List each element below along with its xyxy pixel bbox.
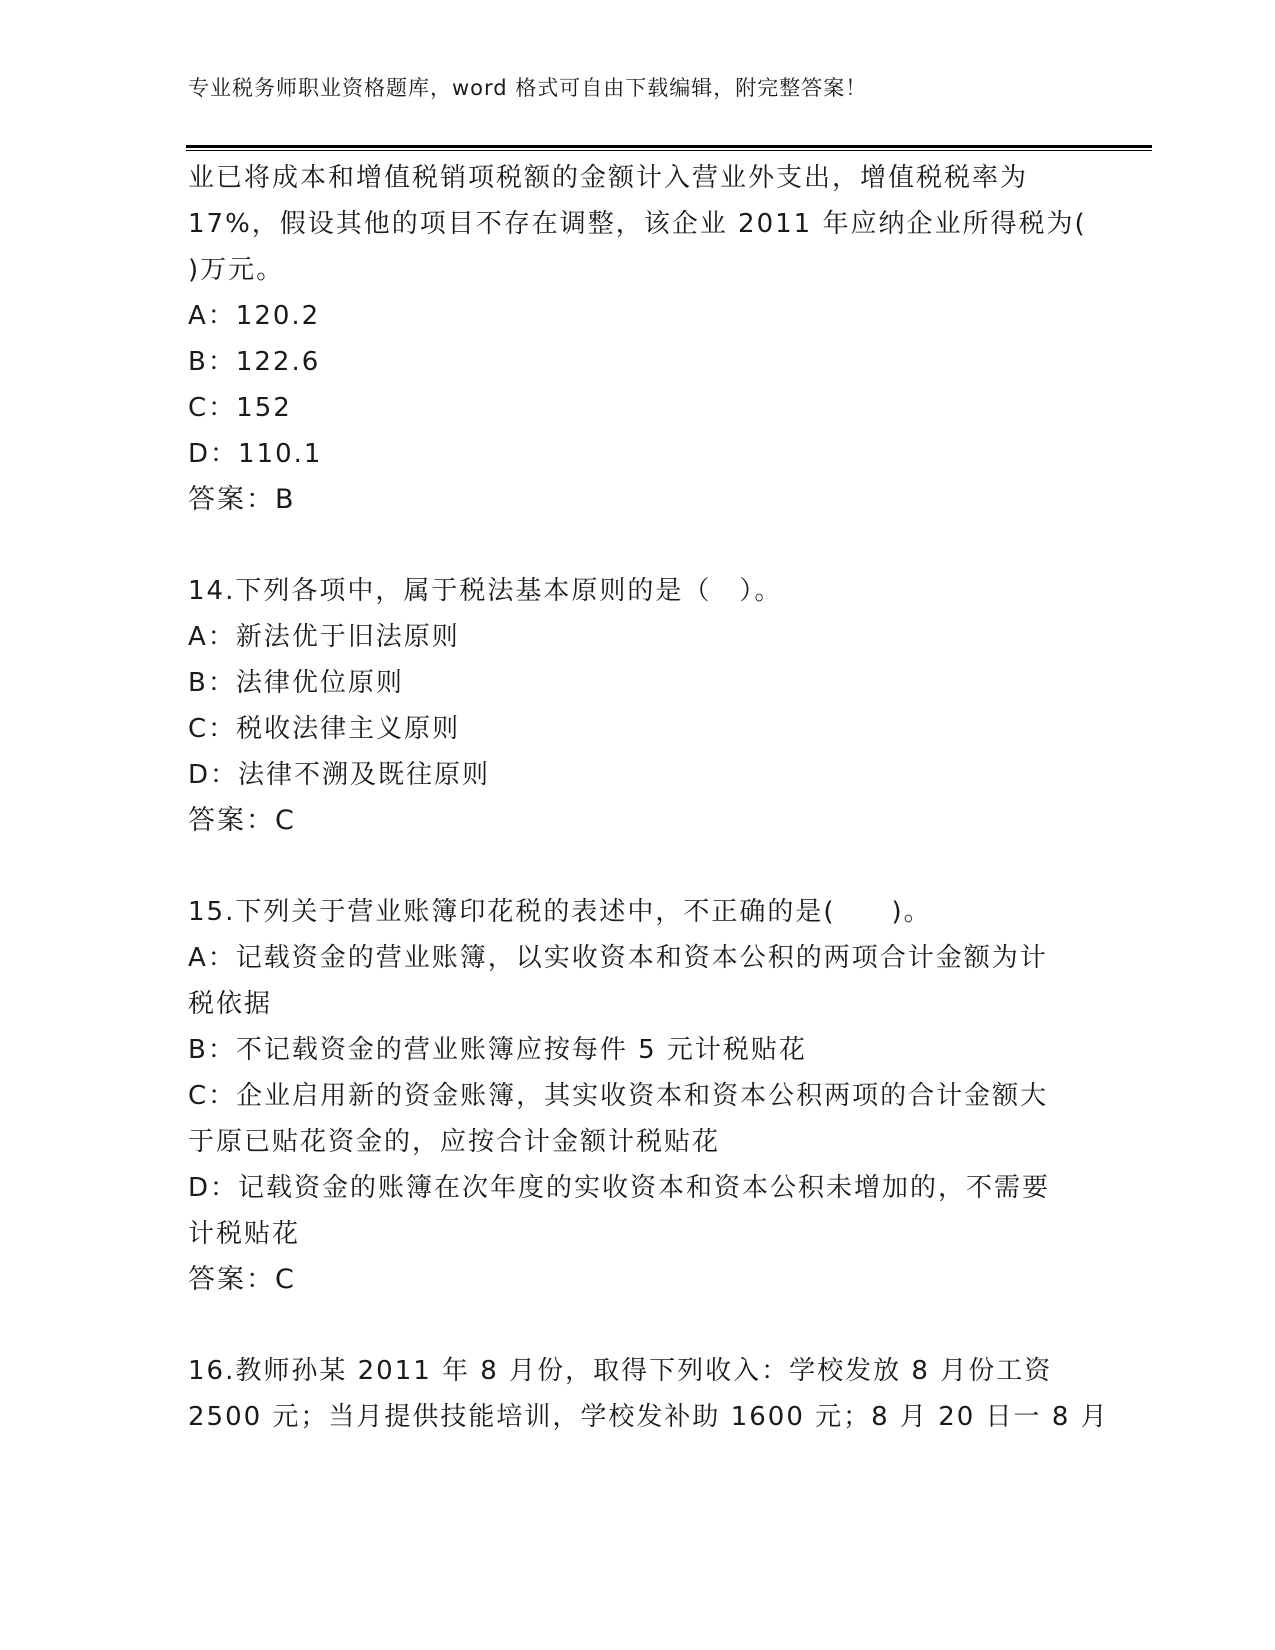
question-stem-line: )万元。 (188, 255, 285, 285)
option-c-continued: 于原已贴花资金的，应按合计金额计税贴花 (188, 1127, 721, 1157)
option-b: B：法律优位原则 (188, 668, 404, 698)
option-d: D：110.1 (188, 439, 323, 469)
option-c: C：152 (188, 393, 292, 423)
option-a-continued: 税依据 (188, 989, 273, 1019)
question-15 (188, 889, 1078, 1303)
option-c: C：企业启用新的资金账簿，其实收资本和资本公积两项的合计金额大 (188, 1081, 1049, 1111)
question-stem-line: 17%，假设其他的项目不存在调整，该企业 2011 年应纳企业所得税为( (188, 209, 1087, 239)
question-13 (188, 155, 1087, 523)
question-stem-line: 2500 元；当月提供技能培训，学校发补助 1600 元；8 月 20 日一 8 月 (188, 1402, 1109, 1432)
option-a: A：新法优于旧法原则 (188, 622, 460, 652)
answer-label: 答案：B (188, 484, 296, 515)
question-stem-line: 16.教师孙某 2011 年 8 月份，取得下列收入：学校发放 8 月份工资 (188, 1356, 1053, 1386)
option-a: A：120.2 (188, 301, 321, 331)
spacer (188, 844, 1078, 889)
question-stem-line: 业已将成本和增值税销项税额的金额计入营业外支出，增值税税率为 (188, 163, 1029, 193)
option-d-continued: 计税贴花 (188, 1219, 301, 1249)
answer-label: 答案：C (188, 1264, 296, 1295)
question-16 (188, 1348, 1109, 1440)
header-divider-thick (186, 145, 1152, 148)
option-b: B：122.6 (188, 347, 321, 377)
spacer (188, 523, 1078, 568)
option-a: A：记载资金的营业账簿，以实收资本和资本公积的两项合计金额为计 (188, 943, 1048, 973)
question-stem: 15.下列关于营业账簿印花税的表述中，不正确的是( )。 (188, 897, 932, 927)
question-14 (188, 568, 1078, 844)
option-b: B：不记载资金的营业账簿应按每件 5 元计税贴花 (188, 1035, 807, 1065)
header-note: 专业税务师职业资格题库，word 格式可自由下载编辑，附完整答案！ (188, 76, 868, 100)
question-stem: 14.下列各项中，属于税法基本原则的是（ ）。 (188, 576, 783, 606)
spacer (188, 1303, 1078, 1348)
option-d: D：法律不溯及既往原则 (188, 760, 491, 790)
header-divider-thin (186, 150, 1152, 151)
option-d: D：记载资金的账簿在次年度的实收资本和资本公积未增加的，不需要 (188, 1173, 1051, 1203)
option-c: C：税收法律主义原则 (188, 714, 461, 744)
answer-label: 答案：C (188, 805, 296, 836)
document-body (188, 155, 1109, 1440)
